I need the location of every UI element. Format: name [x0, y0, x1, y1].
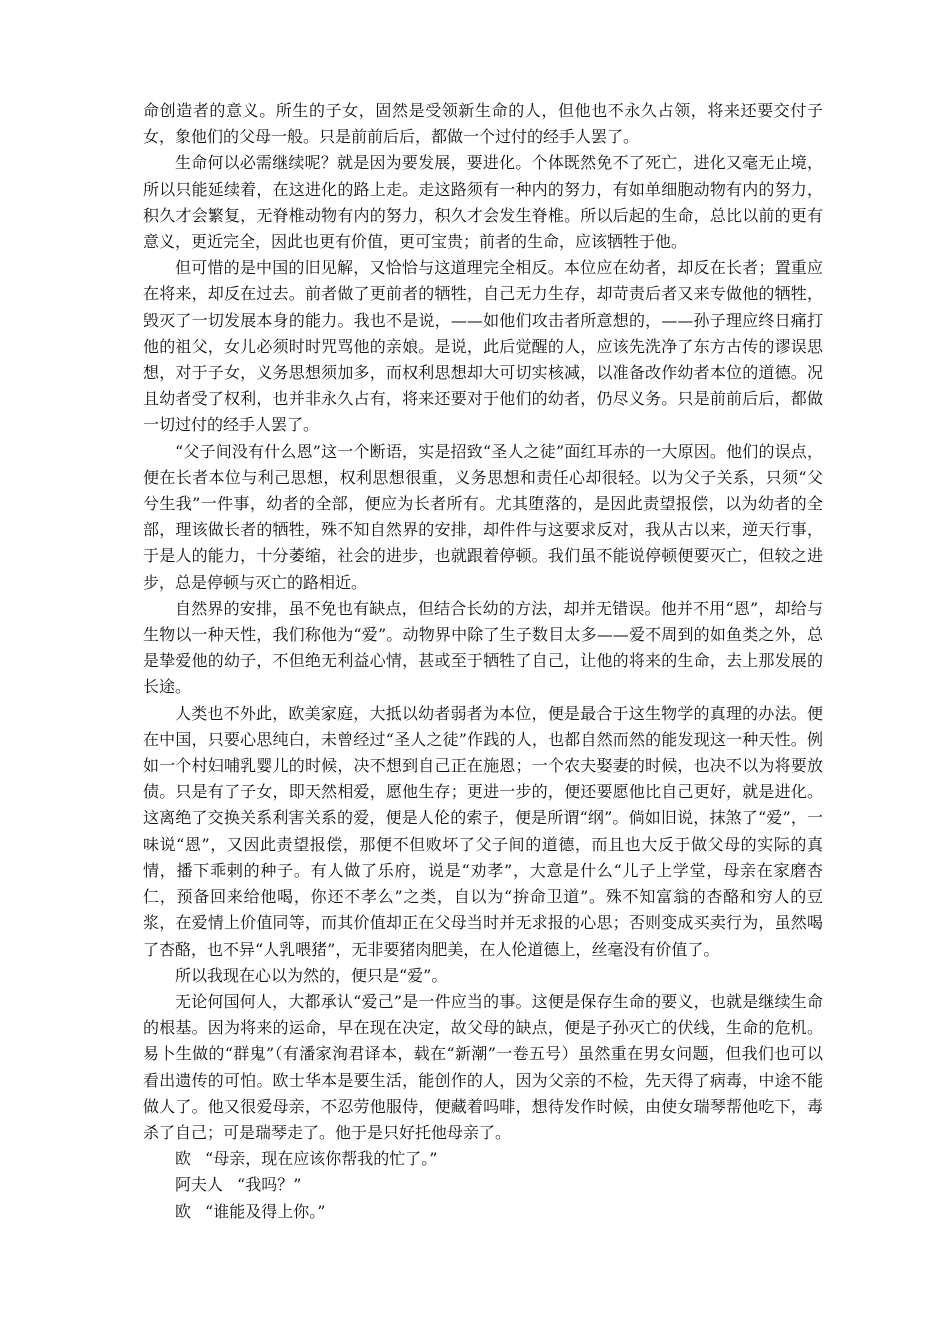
dialogue-text: “我吗？” — [237, 1175, 302, 1195]
dialogue-text: “谁能及得上你。” — [205, 1201, 326, 1221]
paragraph: 自然界的安排，虽不免也有缺点，但结合长幼的方法，却并无错误。他并不用“恩”，却给与生物以一种天性，我们称他为“爱”。动物界中除了生子数目太多——爱不周到的如鱼类之外，总是挚爱他的幼子，不但绝无利益心情，甚或至于牺牲了自己，让他的将来的生命，去上那发展的长途。 — [143, 598, 823, 697]
paragraph: 但可惜的是中国的旧见解，又恰恰与这道理完全相反。本位应在幼者，却反在长者；置重应在将来，却反在过去。前者做了更前者的牺牲，自己无力生存，却苛责后者又来专做他的牺牲，毁灭了一切发展本身的能力。我也不是说，——如他们攻击者所意想的，——孙子理应终日痛打他的祖父，女儿必须时时咒骂他的亲娘。是说，此后觉醒的人，应该先洗净了东方古传的谬误思想，对于子女，义务思想须加多，而权利思想却大可切实核减，以准备改作幼者本位的道德。况且幼者受了权利，也并非永久占有，将来还要对于他们的幼者，仍尽义务。只是前前后后，都做一切过付的经手人罢了。 — [143, 258, 823, 435]
dialogue-line — [143, 1146, 823, 1172]
dialogue-speaker: 欧 — [175, 1149, 192, 1169]
dialogue-line — [143, 1172, 823, 1198]
dialogue-speaker: 欧 — [175, 1201, 192, 1221]
paragraph: 人类也不外此，欧美家庭，大抵以幼者弱者为本位，便是最合于这生物学的真理的办法。便在中国，只要心思纯白，未曾经过“圣人之徒”作践的人，也都自然而然的能发现这一种天性。例如一个村妇哺乳婴儿的时候，决不想到自己正在施恩；一个农夫娶妻的时候，也决不以为将要放债。只是有了子女，即天然相爱，愿他生存；更进一步的，便还要愿他比自己更好，就是进化。这离绝了交换关系利害关系的爱，便是人伦的索子，便是所谓“纲”。倘如旧说，抹煞了“爱”，一味说“恩”，又因此责望报偿，那便不但败坏了父子间的道德，而且也大反于做父母的实际的真情，播下乖剌的种子。有人做了乐府，说是“劝孝”，大意是什么“儿子上学堂，母亲在家磨杏仁，预备回来给他喝，你还不孝么”之类，自以为“拚命卫道”。殊不知富翁的杏酪和穷人的豆浆，在爱情上价值同等，而其价值却正在父母当时并无求报的心思；否则变成买卖行为，虽然喝了杏酪，也不异“人乳喂猪”，无非要猪肉肥美，在人伦道德上，丝毫没有价值了。 — [143, 703, 823, 959]
document-page — [143, 98, 823, 1225]
paragraph: 命创造者的意义。所生的子女，固然是受领新生命的人，但他也不永久占领，将来还要交付子女，象他们的父母一般。只是前前后后，都做一个过付的经手人罢了。 — [143, 101, 823, 147]
paragraph: 所以我现在心以为然的，便只是“爱”。 — [175, 965, 448, 985]
paragraph: “父子间没有什么恩”这一个断语，实是招致“圣人之徒”面红耳赤的一大原因。他们的误点，便在长者本位与利己思想，权利思想很重，义务思想和责任心却很轻。以为父子关系，只须“父兮生我”一件事，幼者的全部，便应为长者所有。尤其堕落的，是因此责望报偿，以为幼者的全部，理该做长者的牺牲，殊不知自然界的安排，却件件与这要求反对，我从古以来，逆天行事，于是人的能力，十分萎缩，社会的进步，也就跟着停顿。我们虽不能说停顿便要灭亡，但较之进步，总是停顿与灭亡的路相近。 — [143, 441, 823, 592]
paragraph: 无论何国何人，大都承认“爱己”是一件应当的事。这便是保存生命的要义，也就是继续生命的根基。因为将来的运命，早在现在决定，故父母的缺点，便是子孙灭亡的伏线，生命的危机。易卜生做的“群鬼”（有潘家洵君译本，载在“新潮”一卷五号）虽然重在男女问题，但我们也可以看出遗传的可怕。欧士华本是要生活，能创作的人，因为父亲的不检，先天得了病毒，中途不能做人了。他又很爱母亲，不忍劳他服侍，便藏着吗啡，想待发作时候，由使女瑞琴帮他吃下，毒杀了自己；可是瑞琴走了。他于是只好托他母亲了。 — [143, 991, 823, 1142]
dialogue-speaker: 阿夫人 — [175, 1175, 224, 1195]
dialogue-text: “母亲，现在应该你帮我的忙了。” — [205, 1149, 438, 1169]
paragraph: 生命何以必需继续呢？就是因为要发展，要进化。个体既然免不了死亡，进化又毫无止境，所以只能延续着，在这进化的路上走。走这路须有一种内的努力，有如单细胞动物有内的努力，积久才会繁复，无脊椎动物有内的努力，积久才会发生脊椎。所以后起的生命，总比以前的更有意义，更近完全，因此也更有价值，更可宝贵；前者的生命，应该牺牲于他。 — [143, 153, 823, 252]
dialogue-line — [143, 1199, 823, 1225]
